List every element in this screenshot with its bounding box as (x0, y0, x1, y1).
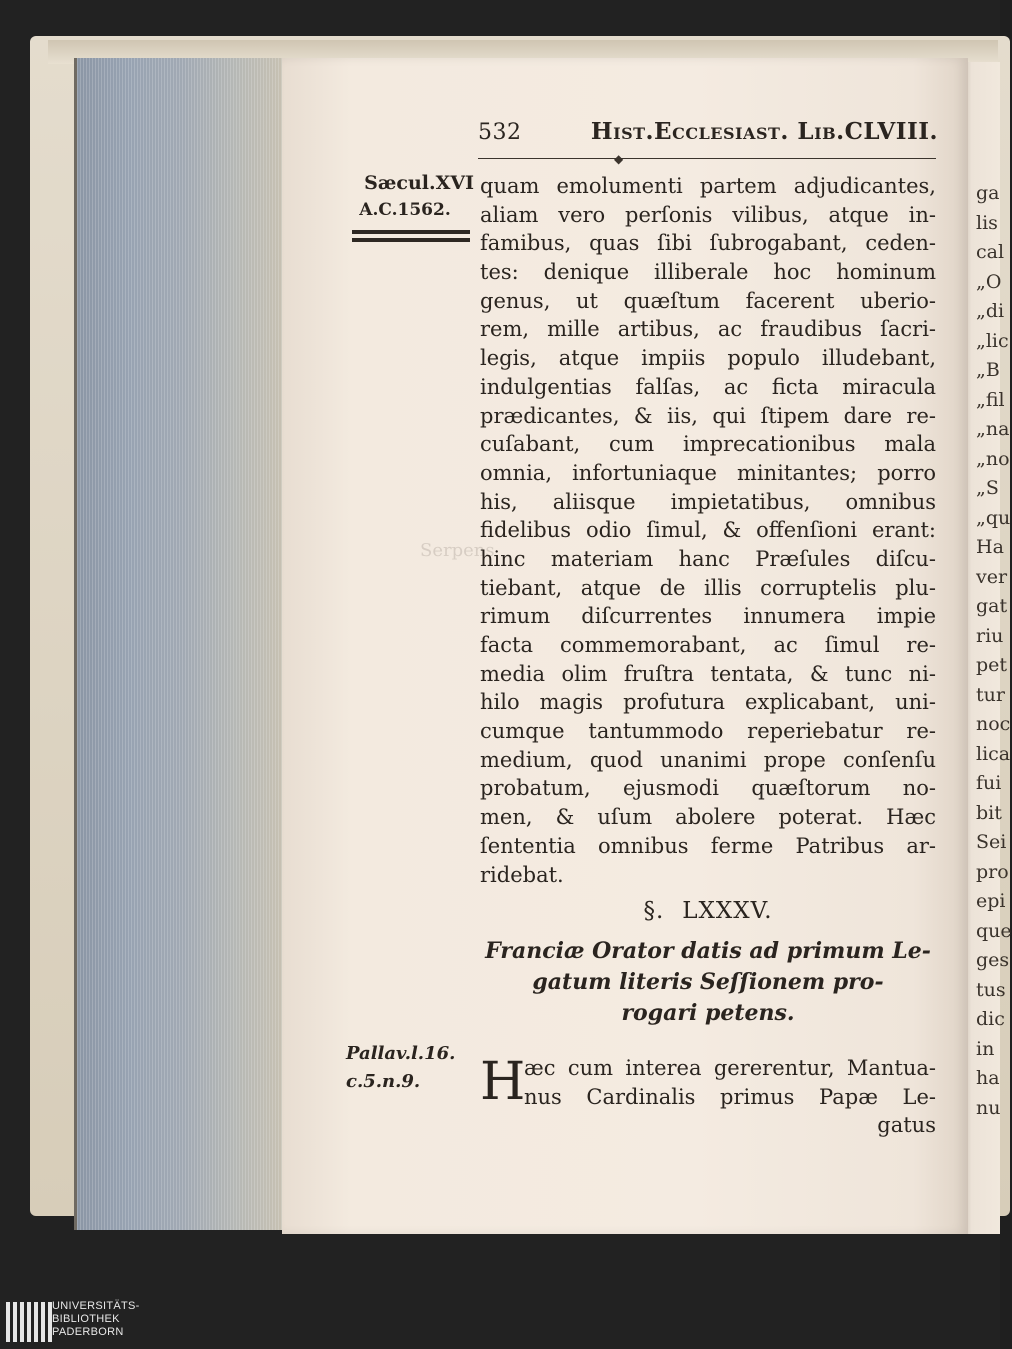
next-page-fragment: tur (976, 683, 1005, 706)
reference-line: Pallav.l.16. (346, 1043, 456, 1064)
next-page-fragment: ga (976, 182, 1000, 204)
section-caption (480, 936, 936, 1029)
sidenote-rule (352, 238, 470, 242)
body-paragraph (480, 172, 936, 889)
library-name-line: BIBLIOTHEK (52, 1313, 120, 1325)
text-line: fidelibus odio ſimul, & offenſioni erant: (480, 518, 936, 543)
text-line: tes: denique illiberale hoc hominum (480, 260, 936, 285)
next-page-fragment: ges (976, 949, 1010, 971)
next-page-fragment: dic (976, 1008, 1005, 1030)
text-line: facta commemorabant, ac ſimul re- (480, 633, 936, 657)
bleed-through-mark: Serpens (420, 540, 495, 561)
drop-cap: H (480, 1052, 526, 1112)
next-page-fragment: riu (976, 624, 1004, 647)
library-name-line: PADERBORN (52, 1326, 124, 1338)
text-line: media olim fruſtra tentata, & tunc ni- (480, 661, 936, 686)
next-page-fragment: „B (976, 359, 1000, 381)
section-number: LXXXV. (682, 898, 773, 924)
next-page-fragment: „S (976, 477, 999, 499)
text-line: rem, mille artibus, ac fraudibus ſacri- (480, 317, 936, 342)
next-page-fragment: noc (976, 713, 1011, 735)
next-page-fragment: que (976, 919, 1012, 942)
text-line: rimum diſcurrentes innumera impie (480, 604, 936, 629)
next-page-fragment: Ha (976, 536, 1004, 558)
text-line: genus, ut quæſtum facerent uberio- (480, 288, 936, 313)
running-title: Hist.Ecclesiast. Lib.CLVIII. (590, 118, 938, 145)
text-line: legis, atque impiis populo illudebant, (480, 346, 936, 371)
text-line: omnia, infortuniaque minitantes; porro (480, 460, 936, 485)
sidenote-reference (346, 1040, 474, 1096)
next-page-fragment: epi (976, 890, 1006, 912)
sidenote-saeculum: Sæcul.XVI (364, 172, 474, 194)
text-line: nus Cardinalis primus Papæ Le- (524, 1084, 936, 1109)
text-line: famibus, quas ſibi ſubrogabant, ceden- (480, 231, 936, 256)
text-line: tiebant, atque de illis corruptelis plu- (480, 575, 936, 600)
next-page-fragment: in (976, 1037, 995, 1060)
next-page-fragment: Sei (976, 831, 1007, 853)
page-block-fore-edge (74, 58, 289, 1230)
footer-bar (0, 1298, 1000, 1349)
caption-line: gatum literis Seſſionem pro- (532, 969, 884, 995)
library-name (52, 1300, 140, 1339)
catchword: gatus (877, 1113, 936, 1138)
next-page-fragment: lica (976, 742, 1011, 765)
text-line: æc cum interea gererentur, Mantua- (524, 1056, 936, 1080)
text-line: men, & uſum abolere poterat. Hæc (480, 805, 936, 830)
library-logo-icon (6, 1302, 52, 1342)
section-heading (480, 898, 936, 924)
next-page-fragment: gat (976, 595, 1008, 617)
next-page-fragment: „lic (976, 329, 1009, 352)
text-line: probatum, ejusmodi quæſtorum no- (480, 776, 936, 801)
section-sign: §. (643, 898, 665, 924)
next-page-fragment: „di (976, 300, 1005, 322)
next-page-fragment: „fil (976, 388, 1005, 411)
header-rule-ornament: ◆ (614, 152, 624, 166)
library-name-line: UNIVERSITÄTS- (52, 1300, 140, 1312)
text-line: aliam vero perſonis vilibus, atque in- (480, 202, 936, 227)
next-page-fragment: pet (976, 654, 1008, 676)
next-page-fragment: ver (976, 565, 1008, 588)
reference-line: c.5.n.9. (346, 1071, 421, 1092)
caption-line: rogari petens. (621, 1000, 795, 1026)
next-page-fragment: „qu (976, 506, 1011, 529)
text-line: ridebat. (480, 862, 564, 887)
text-line: cumque tantummodo reperiebatur re- (480, 719, 936, 744)
caption-line: Franciæ Orator datis ad primum Le- (485, 938, 931, 964)
next-page-fragment: lis (976, 211, 998, 234)
running-header (478, 118, 938, 158)
sidenote-rule (352, 230, 470, 234)
sidenote-year: A.C.1562. (359, 200, 451, 220)
text-line: prædicantes, & iis, qui ſtipem dare re- (480, 403, 936, 428)
next-page-fragment: nu (976, 1096, 1001, 1119)
text-line: his, aliisque impietatibus, omnibus (480, 489, 936, 514)
text-line: quam emolumenti partem adjudicantes, (480, 174, 936, 198)
text-line: indulgentias falſas, ac ficta miracula (480, 374, 936, 399)
text-line: cuſabant, cum imprecationibus mala (480, 432, 936, 457)
next-page-fragment: cal (976, 241, 1005, 263)
next-page-fragment: fui (976, 772, 1002, 794)
next-page-fragment: bit (976, 801, 1002, 824)
next-page-fragment: „na (976, 418, 1010, 440)
sidenote-date (346, 170, 474, 224)
second-paragraph (480, 1054, 936, 1140)
text-line: hinc materiam hanc Præſules diſcu- (480, 546, 936, 571)
next-page-fragment: ha (976, 1067, 1000, 1089)
text-line: hilo magis profutura explicabant, uni- (480, 690, 936, 715)
header-rule (478, 158, 936, 159)
text-line: ſententia omnibus ferme Patribus ar- (480, 833, 936, 858)
page-number: 532 (478, 120, 522, 145)
next-page-fragment: tus (976, 978, 1006, 1001)
next-page-fragment: pro (976, 860, 1009, 883)
next-page-fragment: „O (976, 270, 1002, 293)
next-page-fragment: „no (976, 447, 1010, 470)
text-line: medium, quod unanimi prope conſenſu (480, 747, 936, 772)
